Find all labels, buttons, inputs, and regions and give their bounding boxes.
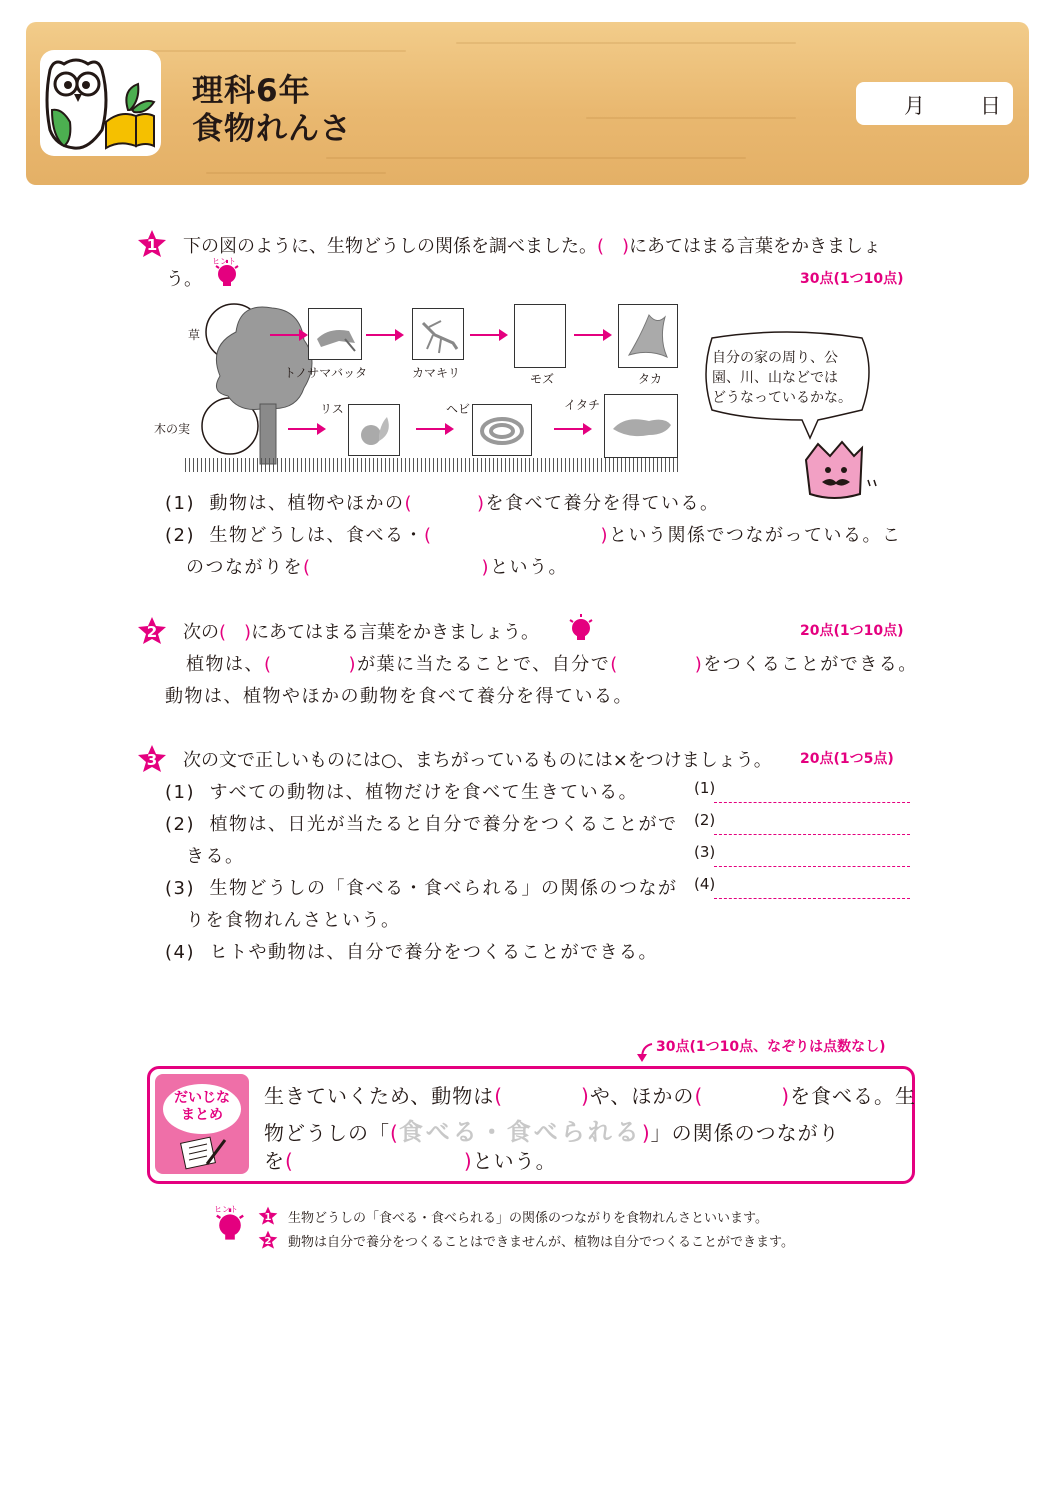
- animal-label: モズ: [530, 372, 555, 386]
- question-3-item-3-cont: りを食物れんさという。: [186, 910, 401, 931]
- summary-score: 30点(1つ10点、なぞりは点数なし): [656, 1039, 886, 1055]
- animal-label: ヘビ: [446, 402, 471, 416]
- hint-2-number-icon: [258, 1230, 278, 1250]
- question-1-prompt: 下の図のように、生物どうしの関係を調べました。( )にあてはまる言葉をかきましょ: [183, 236, 882, 257]
- question-3-item-2-cont: きる。: [186, 846, 245, 867]
- hint-1-text: 生物どうしの「食べる・食べられる」の関係のつながりを食物れんさといいます。: [288, 1211, 768, 1226]
- question-1-score: 30点(1つ10点): [800, 271, 904, 287]
- question-2-prompt: 次の( )にあてはまる言葉をかきましょう。: [183, 622, 540, 643]
- hint-badge-label: ヒント: [214, 1205, 238, 1214]
- question-1-prompt-cont: う。: [166, 269, 202, 290]
- animal-label: トノサマバッタ: [284, 366, 368, 380]
- question-3-prompt: 次の文で正しいものには○、まちがっているものには×をつけましょう。: [183, 750, 772, 771]
- speech-bubble-text: 自分の家の周り、公 園、川、山などでは どうなっているかな。: [712, 350, 852, 406]
- page-subject: 理科6年: [192, 73, 311, 109]
- arrow-icon: [270, 334, 306, 336]
- shrike-answer-box: [514, 304, 566, 368]
- date-field[interactable]: [856, 82, 1013, 125]
- date-month-label: 月: [904, 94, 925, 118]
- hawk-image: [618, 304, 678, 368]
- hint-1-number-icon: [258, 1206, 278, 1226]
- question-2-line-1: 植物は、( )が葉に当たることで、自分で( )をつくることができる。: [186, 654, 918, 675]
- hint-2-text: 動物は自分で養分をつくることはできませんが、植物は自分でつくることができます。: [288, 1235, 794, 1250]
- ground-grass: [185, 458, 680, 472]
- animal-label: リス: [320, 402, 344, 416]
- svg-text:2: 2: [146, 623, 158, 641]
- answer-field-4[interactable]: [714, 898, 910, 899]
- squirrel-image: [348, 404, 400, 456]
- nuts-label: 木の実: [154, 422, 191, 436]
- grass-label: 草: [188, 328, 201, 342]
- animal-label: イタチ: [564, 398, 601, 412]
- summary-line-3: を( )という。: [264, 1149, 557, 1173]
- page-title: 食物れんさ: [192, 111, 352, 147]
- svg-text:1: 1: [264, 1212, 272, 1223]
- arrow-icon: [554, 428, 590, 430]
- answer-label-2: (2): [694, 811, 716, 829]
- summary-line-1: 生きていくため、動物は( )や、ほかの( )を食べる。生: [264, 1084, 917, 1108]
- question-1-item-1: (1) 動物は、植物やほかの( )を食べて養分を得ている。: [165, 493, 720, 514]
- arrow-icon: [470, 334, 506, 336]
- answer-label-3: (3): [694, 843, 716, 861]
- answer-field-1[interactable]: [714, 802, 910, 803]
- question-3-item-4: (4) ヒトや動物は、自分で養分をつくることができる。: [165, 942, 658, 963]
- question-3-score: 20点(1つ5点): [800, 751, 894, 767]
- snake-image: [472, 404, 532, 456]
- summary-badge: [155, 1074, 249, 1174]
- weasel-image: [604, 394, 678, 458]
- question-3-item-2: (2) 植物は、日光が当たると自分で養分をつくることがで: [165, 814, 678, 835]
- tree-illustration: [200, 296, 320, 471]
- hint-bulb-icon: [566, 612, 596, 646]
- date-day-label: 日: [980, 94, 1001, 118]
- mantis-image: [412, 308, 464, 360]
- svg-text:1: 1: [146, 236, 158, 254]
- arrow-icon: [574, 334, 610, 336]
- answer-label-4: (4): [694, 875, 716, 893]
- svg-text:2: 2: [264, 1236, 272, 1247]
- question-1-item-2-cont: のつながりを( )という。: [186, 557, 569, 578]
- arrow-icon: [416, 428, 452, 430]
- curved-arrow-icon: [636, 1040, 656, 1064]
- question-3-item-1: (1) すべての動物は、植物だけを食べて生きている。: [165, 782, 639, 803]
- svg-text:3: 3: [146, 751, 158, 769]
- question-3-number-icon: [137, 744, 167, 774]
- badge-label: だいじな まとめ: [174, 1090, 230, 1123]
- grasshopper-image: [308, 308, 362, 360]
- trace-text[interactable]: 食べる・食べられる: [398, 1118, 642, 1146]
- crown-mascot-icon: [800, 440, 880, 504]
- question-1-number-icon: [137, 229, 167, 259]
- question-3-item-3: (3) 生物どうしの「食べる・食べられる」の関係のつなが: [165, 878, 678, 899]
- summary-line-2: 物どうしの「(食べる・食べられる)」の関係のつながり: [264, 1118, 840, 1146]
- notebook-pen-icon: [177, 1134, 229, 1170]
- answer-field-3[interactable]: [714, 866, 910, 867]
- animal-label: カマキリ: [412, 366, 461, 380]
- answer-field-2[interactable]: [714, 834, 910, 835]
- owl-book-logo: [40, 50, 161, 156]
- question-1-item-2: (2) 生物どうしは、食べる・( )という関係でつながっている。こ: [165, 525, 902, 546]
- arrow-icon: [366, 334, 402, 336]
- question-2-line-2: 動物は、植物やほかの動物を食べて養分を得ている。: [165, 686, 633, 707]
- owl-icon: [40, 50, 161, 156]
- food-chain-diagram: [150, 296, 690, 476]
- question-2-score: 20点(1つ10点): [800, 623, 904, 639]
- answer-label-1: (1): [694, 779, 716, 797]
- arrow-icon: [288, 428, 324, 430]
- question-2-number-icon: [137, 616, 167, 646]
- animal-label: タカ: [638, 372, 663, 386]
- hint-badge-label: ヒント: [212, 257, 236, 266]
